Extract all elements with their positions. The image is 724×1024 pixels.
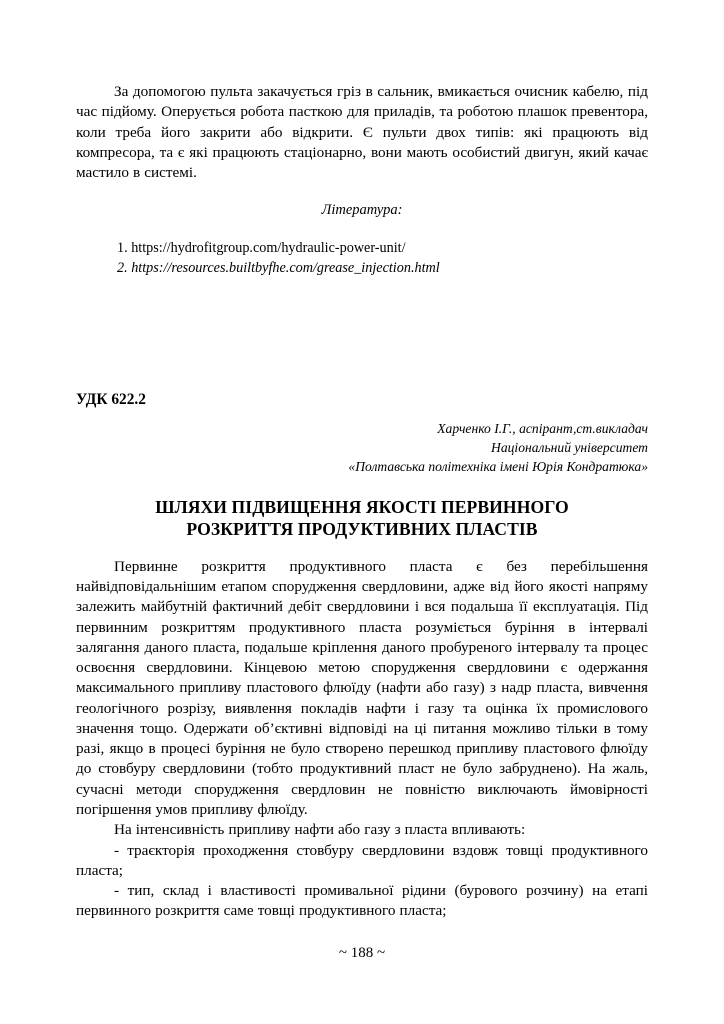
page-number: ~ 188 ~ xyxy=(338,945,386,961)
udc-code: УДК 622.2 xyxy=(76,390,146,408)
reference-item: 2. https://resources.builtbyfhe.com/grease_injection.html xyxy=(117,259,440,276)
affiliation-line: «Полтавська політехніка імені Юрія Кондратюка» xyxy=(348,458,648,474)
article-separator-space xyxy=(76,278,648,390)
article-title xyxy=(76,476,648,557)
reference-item: 1. https://hydrofitgroup.com/hydraulic-power-unit/ xyxy=(117,240,406,257)
article-title-line: ШЛЯХИ ПІДВИЩЕННЯ ЯКОСТІ ПЕРВИННОГО xyxy=(155,496,569,517)
page-content xyxy=(76,82,648,922)
affiliation-line: Національний університет xyxy=(491,439,648,455)
author-affiliation-block xyxy=(76,410,648,476)
article-paragraph: Первинне розкриття продуктивного пласта є без перебільшення найвідповідальнішим етапом спорудження свердловини, адже від його якості напряму залежить майбутній фактичний дебіт свердловини і вся подальша її експлуатація. Під первинним розкриттям продуктивного пласта розуміється буріння в інтервалі залягання даного пласта, подальше кріплення даного пробуреного інтервалу та процес освоєння свердловини. Кінцевою метою спорудження свердловини є одержання максимального припливу пластового флюїду (нафти або газу) з надр пласта, вивчення геологічного розрізу, виявлення покладів нафти і газу та оцінка їх промислового значення тощо. Одержати об’єктивні відповіді на ці питання можливо тільки в тому разі, якщо в процесі буріння не було створено перешкод припливу пластового флюїду до стовбуру свердловини (тобто продуктивний пласт не було забруднено). На жаль, сучасні методи спорудження свердловин не повністю виключають ймовірності погіршення умов припливу флюїду. xyxy=(76,557,648,819)
previous-article-closing-paragraph: За допомогою пульта закачується гріз в сальник, вмикається очисник кабелю, під час підйому. Оперується робота пасткою для приладів, та роботою плашок превентора, коли треба його закрити або відкрити. Є пульти двох типів: які працюють від компресора, та є які працюють стаціонарно, вони мають особистий двигун, який качає мастило в системі. xyxy=(76,83,648,182)
references-heading: Література: xyxy=(321,202,403,219)
article-paragraph: На інтенсивність припливу нафти або газу з пласта впливають: xyxy=(114,821,526,839)
author-name-line: Харченко І.Г., аспірант,ст.викладач xyxy=(437,420,648,436)
article-title-line: РОЗКРИТТЯ ПРОДУКТИВНИХ ПЛАСТІВ xyxy=(186,519,538,540)
references-list xyxy=(76,220,648,278)
article-list-item: - траєкторія проходження стовбуру свердловини вздовж товщі продуктивного пласта; xyxy=(76,841,648,879)
article-list-item: - тип, склад і властивості промивальної рідини (бурового розчину) на етапі первинного розкриття саме товщі продуктивного пласта; xyxy=(76,882,648,920)
